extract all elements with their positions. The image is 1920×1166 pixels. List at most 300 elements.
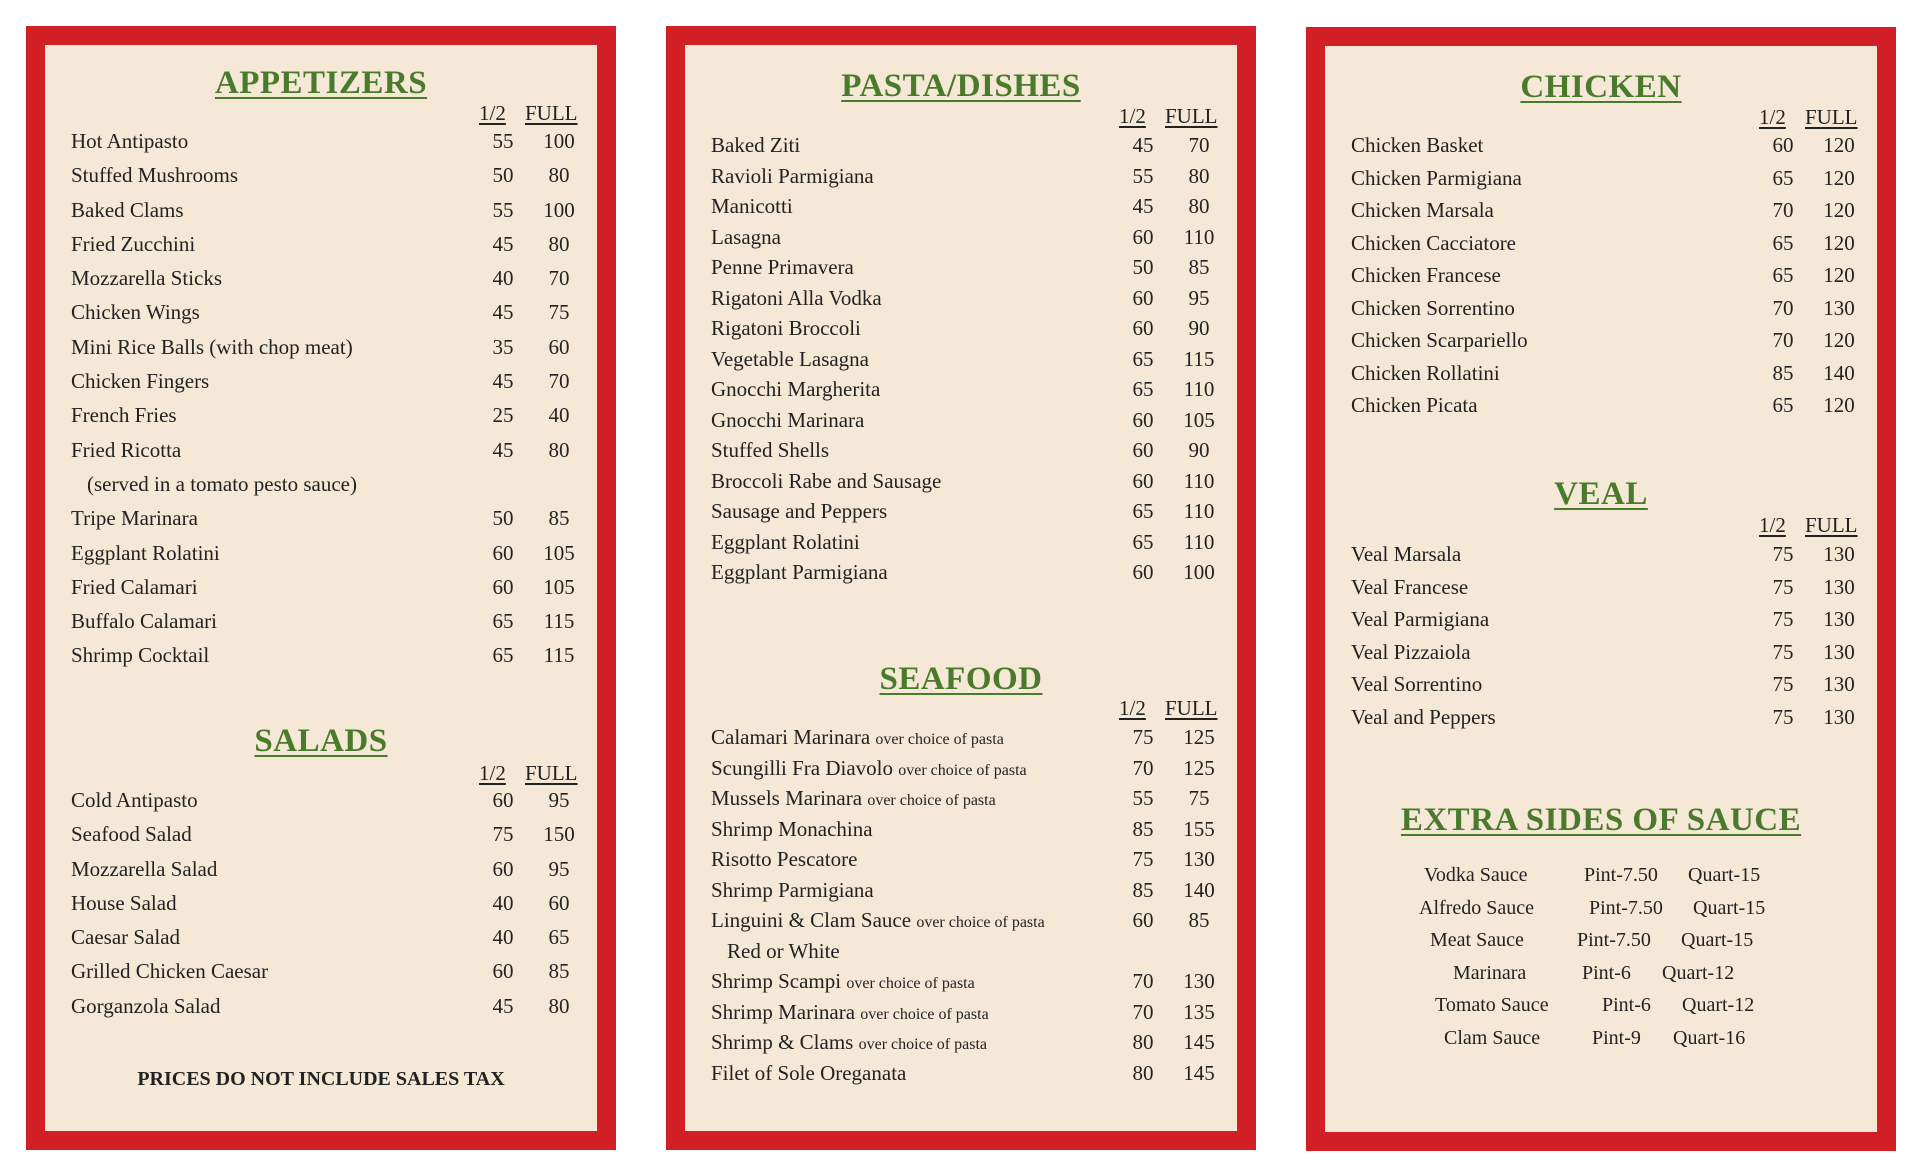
half-price: 40 [492,925,514,950]
menu-item-name: Manicotti [711,194,793,218]
menu-item-name: Fried Zucchini [71,231,196,256]
sauce-name: Clam Sauce [1444,1027,1541,1049]
full-column-header: FULL [1805,513,1858,537]
full-price: 110 [1183,529,1215,554]
menu-item-row [711,908,1237,939]
full-price: 120 [1823,165,1855,190]
half-price: 60 [1132,224,1154,249]
half-price: 65 [492,609,514,634]
half-price: 60 [492,540,514,565]
menu-item-row [711,1030,1237,1061]
full-price: 130 [1823,295,1855,320]
half-price: 55 [492,197,514,222]
full-price: 135 [1183,999,1215,1024]
sauce-row [1325,994,1877,1026]
half-price: 65 [1132,529,1154,554]
half-price: 65 [1132,377,1154,401]
menu-item-row [1351,705,1877,738]
pasta-title: PASTA/DISHES [841,68,1081,104]
menu-item-name: Chicken Wings [71,300,200,325]
full-price: 95 [548,856,570,881]
menu-item-name [711,786,996,811]
seafood-title: SEAFOOD [879,661,1043,697]
menu-item-row [71,232,597,266]
half-price: 45 [1132,133,1154,157]
half-price: 65 [1772,263,1794,287]
menu-item-row [711,817,1237,848]
menu-item-row [711,560,1237,591]
menu-item-name: Veal Parmigiana [1351,607,1490,631]
menu-item-name: Chicken Basket [1351,133,1484,157]
full-price: 85 [548,959,570,984]
half-price: 45 [492,231,514,256]
menu-item-name: Veal Marsala [1351,542,1462,566]
full-price: 155 [1183,816,1215,841]
menu-item-row [711,255,1237,286]
full-price: 95 [548,788,570,812]
full-price: 105 [1183,407,1215,432]
full-price: 130 [1823,672,1855,696]
menu-item-row [711,469,1237,500]
full-price: 130 [1823,607,1855,631]
menu-item-name: Chicken Fingers [71,369,210,394]
menu-item-note: over choice of pasta [846,975,975,992]
menu-item-name-text: Scungilli Fra Diavolo [711,755,893,780]
full-price: 130 [1183,847,1215,871]
full-price: 80 [1188,194,1210,218]
full-price: 130 [1823,704,1855,729]
menu-item-row [71,438,597,472]
sauce-pint-price: Pint-7.50 [1577,929,1651,952]
menu-item-name: Mozzarella Salad [71,856,218,881]
menu-item-name: Grilled Chicken Caesar [71,959,269,984]
menu-item-row [71,129,597,163]
half-price: 65 [1772,230,1794,255]
full-price: 100 [543,197,575,222]
half-price: 75 [1772,704,1794,729]
sauce-name: Tomato Sauce [1435,994,1549,1017]
menu-item-row [711,286,1237,317]
full-price: 60 [548,890,570,915]
full-price: 120 [1823,328,1855,352]
menu-item-name: Fried Ricotta [71,437,182,462]
full-price: 130 [1823,542,1855,566]
full-price: 65 [548,925,570,950]
full-price: 80 [548,231,570,256]
half-price: 65 [1772,165,1794,190]
menu-item-row [71,822,597,856]
half-price: 45 [1132,194,1154,218]
menu-item-name-text: Shrimp Marinara [711,999,856,1024]
half-price: 85 [1132,816,1154,841]
half-column-header: 1/2 [1759,513,1786,537]
menu-item-name: Mozzarella Sticks [71,266,223,291]
half-price: 60 [492,788,514,812]
sauce-quart-price: Quart-15 [1693,896,1766,919]
full-price: 70 [1188,133,1210,157]
menu-item-row [1351,166,1877,199]
menu-item-row [71,300,597,334]
menu-item-name: Hot Antipasto [71,129,189,153]
sauce-row [1325,1027,1877,1059]
half-price: 60 [1772,133,1794,157]
sauce-pint-price: Pint-7.50 [1589,896,1663,919]
menu-item-name: Filet of Sole Oreganata [711,1060,907,1085]
half-price: 85 [1772,360,1794,385]
menu-item-name-text: Linguini & Clam Sauce [711,908,912,932]
sauce-quart-price: Quart-15 [1688,864,1761,886]
menu-item-row [711,1000,1237,1031]
full-price: 150 [543,822,575,847]
half-price: 40 [492,890,514,915]
menu-item-row [71,575,597,609]
menu-item-name: Chicken Cacciatore [1351,230,1517,255]
half-price: 60 [1132,908,1154,932]
full-price: 75 [548,300,570,325]
full-column-header: FULL [525,101,578,125]
menu-item-name: Chicken Rollatini [1351,360,1500,385]
full-price: 105 [543,540,575,565]
menu-item-row [711,377,1237,408]
menu-item-row [1351,575,1877,608]
half-price: 60 [1132,407,1154,432]
menu-item-name: Stuffed Shells [711,438,830,462]
full-column-header: FULL [1805,105,1858,129]
sauce-pint-price: Pint-6 [1602,994,1651,1017]
half-price: 50 [1132,255,1154,279]
menu-item-name: Stuffed Mushrooms [71,163,239,188]
half-price: 80 [1132,1030,1154,1054]
full-column-header: FULL [525,761,578,785]
menu-item-name [711,908,1045,933]
half-price: 65 [1772,393,1794,417]
half-price: 60 [492,856,514,881]
menu-item-row [1351,672,1877,705]
full-price: 115 [543,643,575,668]
half-price: 50 [492,506,514,531]
full-column-header: FULL [1165,104,1218,128]
half-price: 60 [1132,316,1154,340]
menu-item-name: Fried Calamari [71,574,198,599]
chicken-title: CHICKEN [1520,69,1682,105]
menu-item-name: Red or White [727,938,840,963]
full-price: 110 [1183,377,1215,401]
menu-item-name: Shrimp Cocktail [71,643,210,668]
half-price: 65 [1132,346,1154,371]
menu-item-row [711,939,1237,970]
menu-item-name: Risotto Pescatore [711,847,858,871]
menu-item-name: Chicken Marsala [1351,198,1494,222]
sauce-name: Vodka Sauce [1424,864,1528,886]
menu-item-row [711,438,1237,469]
menu-item-name: Gorganzola Salad [71,993,221,1018]
half-price: 55 [492,129,514,153]
half-price: 70 [1772,328,1794,352]
sauce-row [1325,864,1877,896]
menu-item-name [711,1030,987,1055]
chicken-list [1351,133,1877,426]
tax-note: PRICES DO NOT INCLUDE SALES TAX [137,1068,505,1090]
full-price: 85 [1188,255,1210,279]
menu-item-row [711,408,1237,439]
full-price: 145 [1183,1060,1215,1085]
half-price: 55 [1132,786,1154,810]
menu-item-note: over choice of pasta [916,914,1045,931]
menu-item-name: Chicken Francese [1351,263,1501,287]
seafood-list [711,725,1237,1091]
half-price: 70 [1772,295,1794,320]
half-price: 75 [1132,847,1154,871]
half-price: 45 [492,437,514,462]
veal-list [1351,542,1877,737]
sauce-pint-price: Pint-7.50 [1584,864,1658,886]
sauce-quart-price: Quart-12 [1662,961,1735,984]
menu-item-name: Shrimp Parmigiana [711,877,874,902]
menu-item-name: Gnocchi Marinara [711,407,865,432]
menu-item-row [1351,328,1877,361]
half-column-header: 1/2 [479,101,506,125]
full-price: 105 [543,574,575,599]
half-column-header: 1/2 [1759,105,1786,129]
menu-item-row [711,225,1237,256]
menu-item-name: Baked Clams [71,197,184,222]
full-price: 90 [1188,438,1210,462]
menu-item-row [1351,607,1877,640]
full-price: 120 [1823,230,1855,255]
menu-item-row [711,499,1237,530]
full-price: 95 [1188,285,1210,310]
menu-item-row [71,266,597,300]
full-price: 85 [548,506,570,531]
full-price: 120 [1823,393,1855,417]
menu-item-row [71,472,597,506]
menu-item-name: Lasagna [711,224,781,249]
menu-item-name: Veal Francese [1351,574,1469,599]
sauce-name: Meat Sauce [1430,929,1524,952]
menu-item-name [711,969,975,994]
full-price: 120 [1823,198,1855,222]
menu-item-name: Seafood Salad [71,822,192,847]
full-price: 80 [548,163,570,188]
full-price: 40 [548,403,570,428]
salads-title: SALADS [254,723,388,759]
half-price: 35 [492,334,514,359]
full-price: 140 [1823,360,1855,385]
full-price: 80 [548,993,570,1018]
menu-item-row [711,725,1237,756]
full-price: 110 [1183,224,1215,249]
menu-item-row [71,788,597,822]
menu-item-row [71,163,597,197]
half-price: 45 [492,369,514,394]
full-price: 120 [1823,133,1855,157]
menu-item-note: over choice of pasta [898,761,1027,779]
half-price: 75 [1772,607,1794,631]
half-price: 60 [1132,468,1154,493]
menu-item-row [711,756,1237,787]
menu-item-name: Vegetable Lasagna [711,346,870,371]
half-price: 65 [1132,499,1154,523]
menu-item-row [711,194,1237,225]
sauce-name: Alfredo Sauce [1419,896,1534,919]
sauce-name: Marinara [1453,961,1527,984]
menu-item-row [71,994,597,1028]
menu-item-row [711,878,1237,909]
full-price: 115 [543,609,575,634]
sauce-quart-price: Quart-12 [1682,994,1755,1017]
full-price: 90 [1188,316,1210,340]
menu-item-row [1351,640,1877,673]
menu-item-row [71,891,597,925]
menu-item-name: Eggplant Rolatini [711,529,860,554]
menu-item-row [71,857,597,891]
half-price: 55 [1132,163,1154,188]
menu-item-name: (served in a tomato pesto sauce) [87,471,357,496]
menu-item-name: Eggplant Parmigiana [711,560,888,584]
full-column-header: FULL [1165,696,1218,720]
menu-item-name: Chicken Parmigiana [1351,165,1522,190]
menu-item-name: Chicken Picata [1351,393,1478,417]
half-column-header: 1/2 [479,761,506,785]
menu-item-row [1351,393,1877,426]
menu-item-name: French Fries [71,403,177,428]
full-price: 110 [1183,499,1215,523]
half-column-header: 1/2 [1119,696,1146,720]
menu-item-row [1351,133,1877,166]
menu-item-name: Rigatoni Broccoli [711,316,861,340]
menu-item-row [711,969,1237,1000]
pasta-list [711,133,1237,591]
half-price: 75 [1772,574,1794,599]
half-price: 50 [492,163,514,188]
menu-item-name: Ravioli Parmigiana [711,163,874,188]
menu-item-row [1351,198,1877,231]
menu-item-row [1351,263,1877,296]
half-price: 70 [1132,969,1154,993]
sauce-row [1325,929,1877,961]
half-price: 75 [1772,672,1794,696]
menu-item-name: Eggplant Rolatini [71,540,220,565]
appetizers-list [71,129,597,678]
menu-item-note: over choice of pasta [858,1036,987,1053]
menu-item-row [71,369,597,403]
menu-item-row [1351,231,1877,264]
menu-item-row [711,786,1237,817]
menu-item-name: Veal Sorrentino [1351,672,1483,696]
full-price: 125 [1183,725,1215,749]
menu-panel-middle [666,26,1256,1150]
full-price: 115 [1183,346,1215,371]
full-price: 80 [548,437,570,462]
menu-item-row [711,316,1237,347]
menu-item-row [71,959,597,993]
menu-item-row [1351,296,1877,329]
half-price: 60 [1132,560,1154,584]
menu-item-row [711,530,1237,561]
menu-item-name-text: Shrimp Scampi [711,969,842,993]
half-price: 85 [1132,877,1154,902]
half-price: 75 [1132,725,1154,749]
sauce-pint-price: Pint-9 [1592,1027,1641,1049]
menu-item-row [711,164,1237,195]
menu-item-name: Shrimp Monachina [711,816,873,841]
menu-item-name: Penne Primavera [711,255,854,279]
menu-item-name: Veal and Peppers [1351,704,1496,729]
half-price: 45 [492,993,514,1018]
half-price: 60 [492,574,514,599]
menu-item-note: over choice of pasta [875,731,1004,748]
menu-item-name: Cold Antipasto [71,788,198,812]
full-price: 100 [1183,560,1215,584]
menu-panel-right [1306,27,1896,1151]
menu-item-name: Mini Rice Balls (with chop meat) [71,334,353,359]
menu-item-name-text: Shrimp & Clams [711,1030,854,1054]
half-price: 40 [492,266,514,291]
menu-item-row [71,506,597,540]
full-price: 145 [1183,1030,1215,1054]
menu-item-row [71,198,597,232]
full-price: 100 [543,129,575,153]
menu-item-name-text: Calamari Marinara [711,725,871,749]
menu-item-name: Veal Pizzaiola [1351,639,1471,664]
menu-item-row [711,347,1237,378]
menu-item-row [71,335,597,369]
menu-item-name: Rigatoni Alla Vodka [711,285,882,310]
menu-item-name-text: Mussels Marinara [711,786,863,810]
menu-item-name: Sausage and Peppers [711,499,888,523]
full-price: 70 [548,266,570,291]
menu-item-row [1351,361,1877,394]
menu-item-name: Chicken Scarpariello [1351,328,1528,352]
full-price: 130 [1183,969,1215,993]
full-price: 70 [548,369,570,394]
full-price: 120 [1823,263,1855,287]
half-price: 75 [1772,639,1794,664]
menu-item-row [71,925,597,959]
half-price: 60 [1132,438,1154,462]
sauce-pint-price: Pint-6 [1582,961,1631,984]
menu-item-row [71,541,597,575]
half-price: 70 [1772,198,1794,222]
full-price: 130 [1823,574,1855,599]
half-column-header: 1/2 [1119,104,1146,128]
half-price: 80 [1132,1060,1154,1085]
menu-item-row [1351,542,1877,575]
menu-item-note: over choice of pasta [860,1005,989,1023]
sauce-row [1325,897,1877,929]
sauces-title: EXTRA SIDES OF SAUCE [1400,802,1802,838]
menu-item-row [711,133,1237,164]
menu-item-name: Baked Ziti [711,133,801,157]
menu-item-note: over choice of pasta [867,792,996,809]
menu-item-name: Broccoli Rabe and Sausage [711,468,942,493]
menu-item-row [711,1061,1237,1092]
half-price: 70 [1132,999,1154,1024]
menu-item-name [711,725,1004,750]
menu-item-name [711,1000,989,1025]
full-price: 110 [1183,468,1215,493]
menu-item-name: Caesar Salad [71,925,181,950]
half-price: 45 [492,300,514,325]
menu-item-row [71,609,597,643]
sauce-row [1325,962,1877,994]
full-price: 85 [1188,908,1210,932]
menu-item-name: Buffalo Calamari [71,609,217,634]
sauce-quart-price: Quart-16 [1673,1027,1746,1049]
full-price: 130 [1823,639,1855,664]
menu-item-row [71,403,597,437]
half-price: 75 [492,822,514,847]
